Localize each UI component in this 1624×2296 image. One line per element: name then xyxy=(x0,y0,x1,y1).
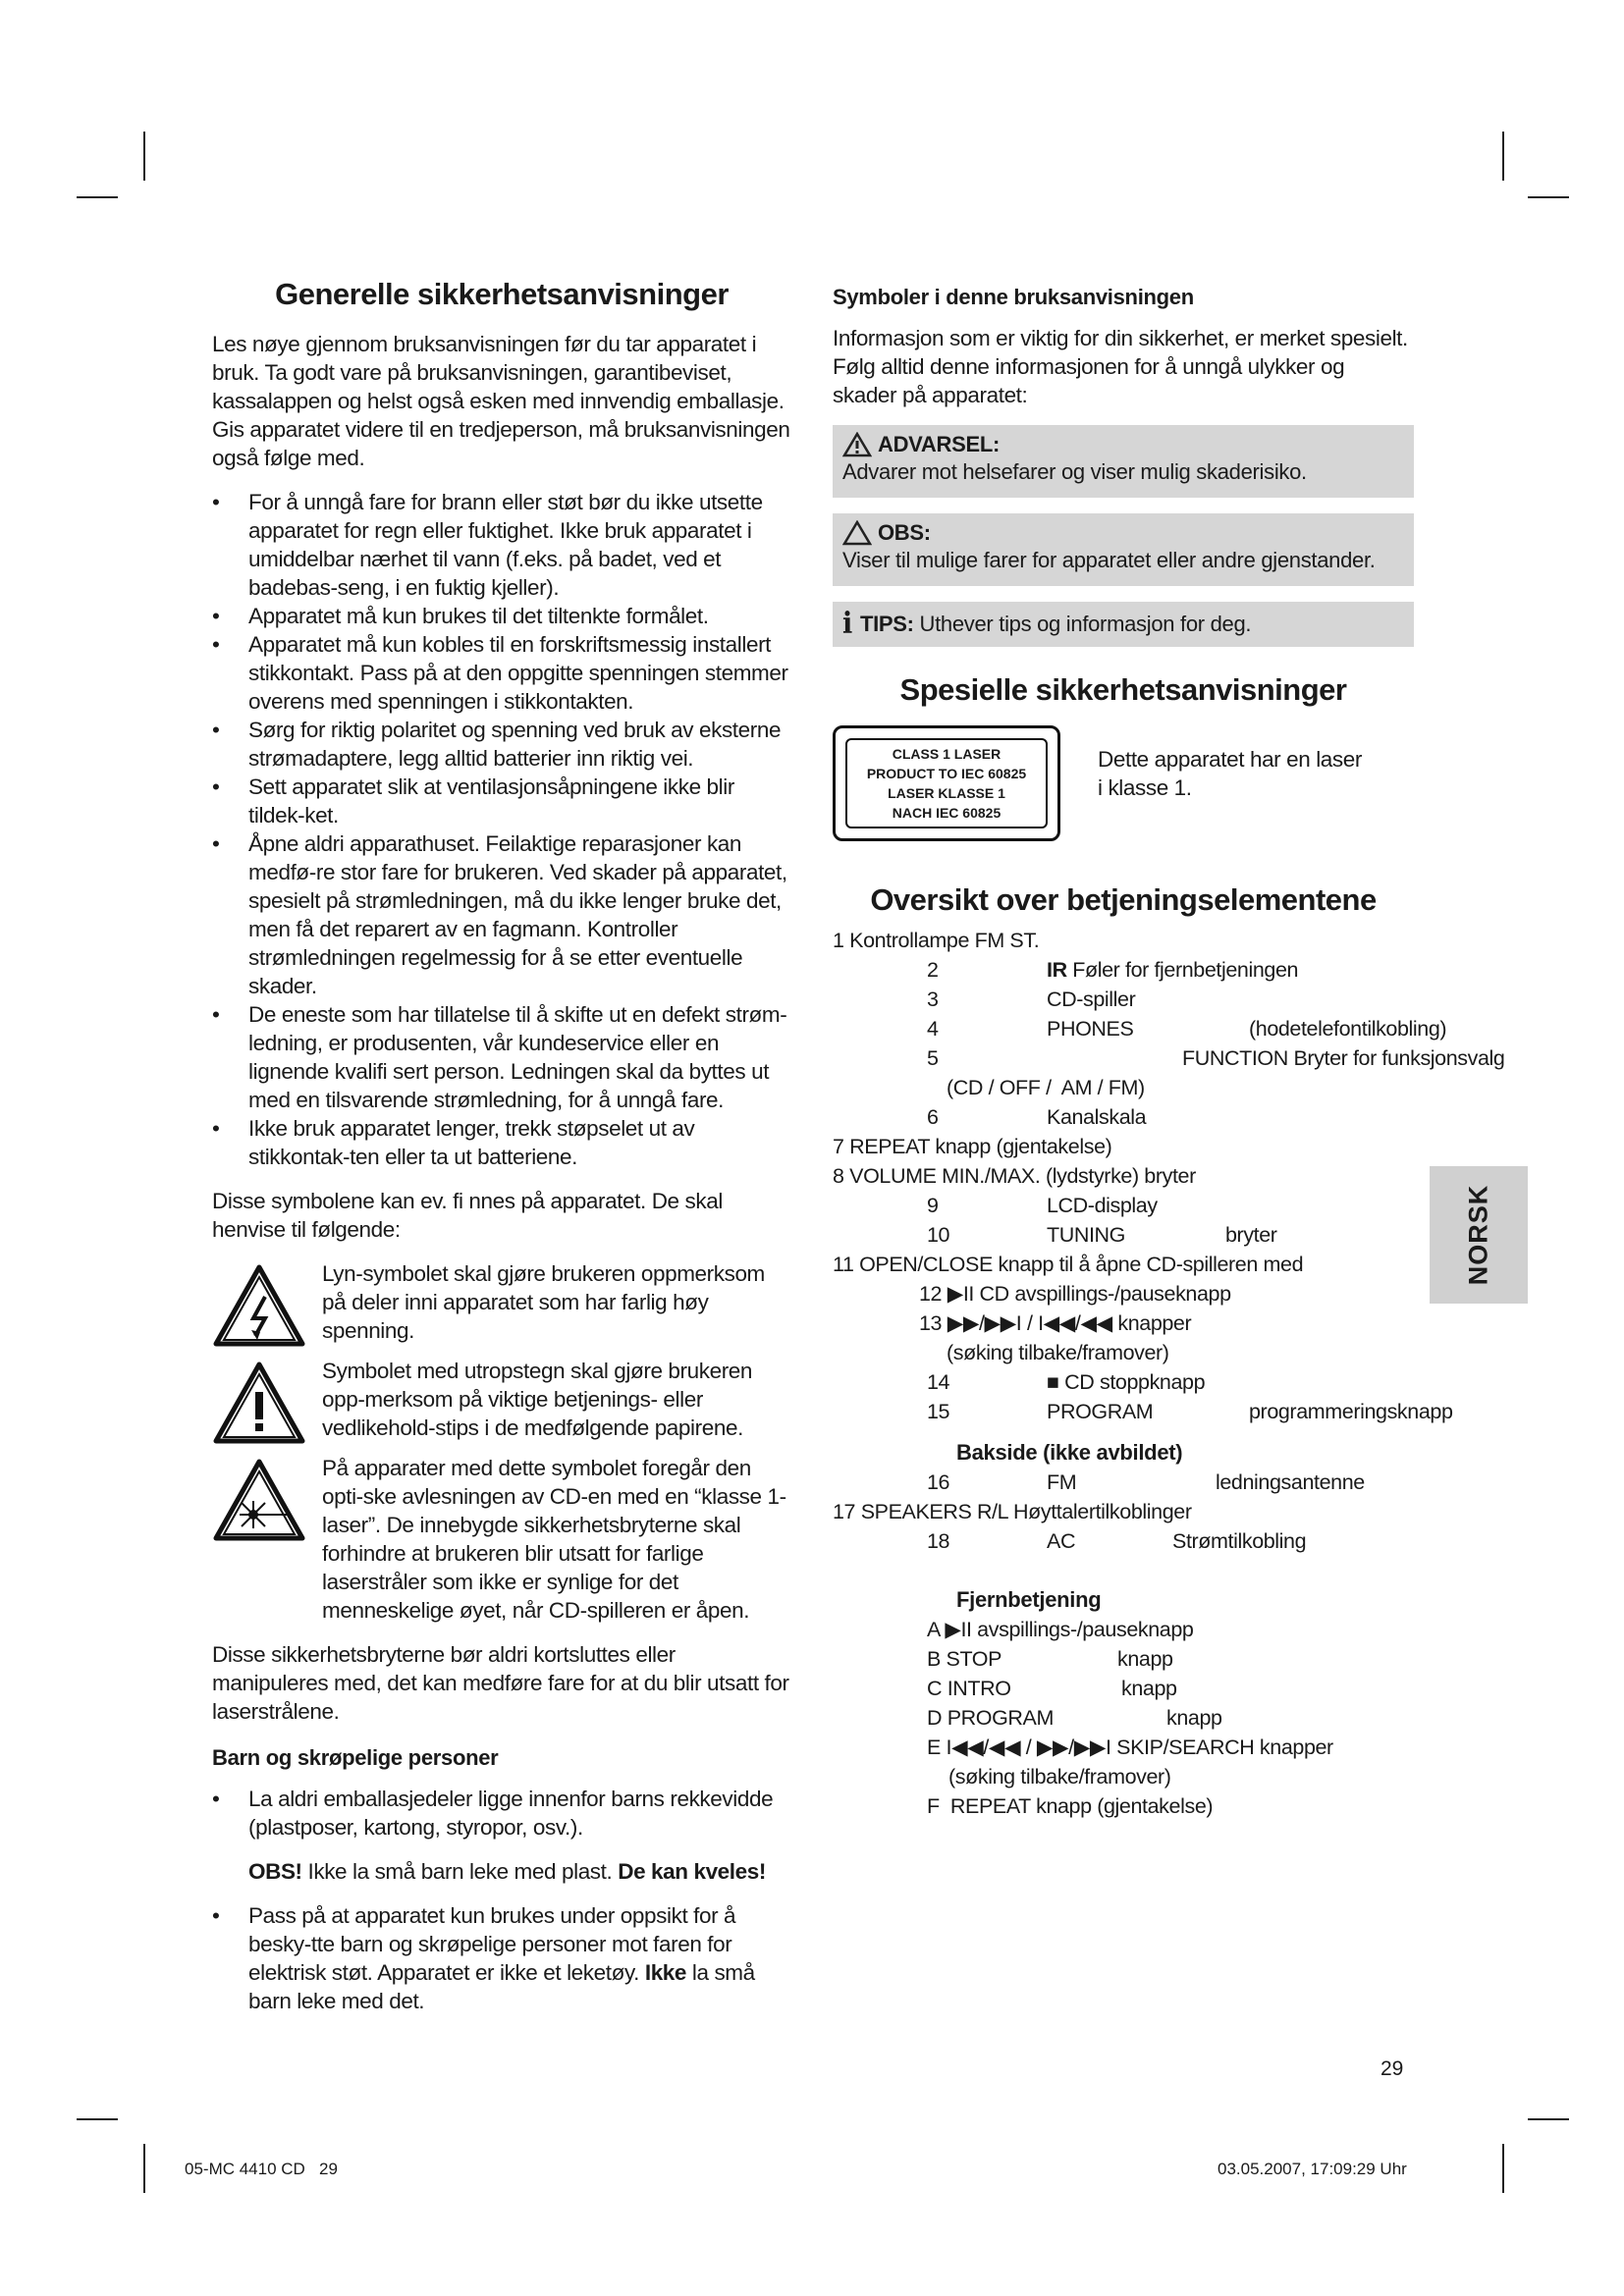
overview-extra: bryter xyxy=(1225,1223,1277,1247)
special-safety-title: Spesielle sikkerhetsanvisninger xyxy=(899,672,1347,707)
exclamation-warning-icon xyxy=(212,1361,306,1445)
crop-mark xyxy=(77,196,118,198)
symbols-intro: Disse symbolene kan ev. fi nnes på apparatet. De skal henvise til følgende: xyxy=(212,1189,723,1242)
symbols-heading: Symboler i denne bruksanvisningen xyxy=(833,285,1194,309)
obs-label: OBS: xyxy=(878,520,931,545)
overview-text: 17 SPEAKERS R/L Høyttalertilkoblinger xyxy=(833,1500,1192,1523)
laser-label-line: CLASS 1 LASER xyxy=(892,746,1001,762)
laser-warning-icon xyxy=(212,1458,306,1542)
overview-row xyxy=(833,1397,1453,1426)
symbols-intro-right: Informasjon som er viktig for din sikkerhet, er merket spesielt. Følg alltid denne informasjonen for å unngå ulykker og skader på apparatet: xyxy=(833,326,1408,407)
children-bullet-text: Pass på at apparatet kun brukes under oppsikt for å besky-tte barn og skrøpelige personer mot faren for elektrisk støt. Apparatet er ikke et leketøy. xyxy=(248,1903,736,1985)
overview-row xyxy=(833,926,1414,955)
overview-row xyxy=(833,1279,1414,1308)
crop-mark xyxy=(143,132,145,181)
laser-label-line: LASER KLASSE 1 xyxy=(888,785,1005,801)
safety-bullet: • Apparatet må kun brukes til det tiltenkte formålet. xyxy=(212,602,791,630)
page-number: 29 xyxy=(1380,2057,1404,2080)
crop-mark xyxy=(1528,2118,1569,2120)
overview-row xyxy=(833,1161,1414,1191)
safety-bullet: • For å unngå fare for brann eller støt bør du ikke utsette apparatet for regn eller fuktighet. Ikke bruk apparatet i umiddelbar nærhet til vann (f.eks. på badet, ved et badebas-seng, i en fuktig kjeller). xyxy=(212,488,791,602)
overview-text: 7 REPEAT knapp (gjentakelse) xyxy=(833,1135,1112,1158)
overview-item-label: IR xyxy=(1047,958,1067,982)
safety-bullet: • Sett apparatet slik at ventilasjonsåpningene ikke blir tildek-ket. xyxy=(212,773,791,829)
overview-item: TUNING xyxy=(1047,1223,1126,1247)
overview-row xyxy=(833,1497,1414,1526)
overview-extra: (hodetelefontilkobling) xyxy=(1249,1017,1447,1041)
exclamation-symbol-item xyxy=(212,1357,791,1442)
overview-text: 13 ▶▶/▶▶I / I◀◀/◀◀ knapper xyxy=(919,1311,1192,1335)
overview-item: PHONES xyxy=(1047,1017,1134,1041)
overview-number: 3 xyxy=(927,988,939,1011)
overview-text: (søking tilbake/framover) xyxy=(947,1341,1169,1364)
safety-bullet-list xyxy=(212,488,791,1171)
children-heading: Barn og skrøpelige personer xyxy=(212,1745,499,1770)
remote-row xyxy=(833,1644,1414,1674)
remote-row xyxy=(833,1762,1414,1791)
footer-right: 03.05.2007, 17:09:29 Uhr xyxy=(1218,2160,1407,2178)
overview-number: 2 xyxy=(927,958,939,982)
caution-icon xyxy=(842,520,872,546)
advarsel-text: Advarer mot helsefarer og viser mulig skaderisiko. xyxy=(842,459,1307,484)
laser-class-label xyxy=(833,725,1060,841)
intro-paragraph: Les nøye gjennom bruksanvisningen før du tar apparatet i bruk. Ta godt vare på bruksanvisningen, garantibeviset, kassalappen og helst også esken med innvendig emballasje. Gis apparatet videre til en tredjeperson, må bruksanvisningen også følge med. xyxy=(212,332,790,470)
overview-item: ■ CD stoppknapp xyxy=(1047,1370,1206,1394)
language-tab xyxy=(1430,1166,1528,1304)
overview-row xyxy=(833,1220,1414,1250)
children-bullet xyxy=(212,1901,791,2015)
overview-extra: programmeringsknapp xyxy=(1249,1400,1453,1423)
overview-item: CD-spiller xyxy=(1047,988,1136,1011)
children-bullet-text-end: la små barn leke med det. xyxy=(248,1960,755,2013)
overview-item: FM xyxy=(1047,1470,1077,1494)
safety-bullet: • Sørg for riktig polaritet og spenning ved bruk av eksterne strømadaptere, legg alltid batterier inn riktig vei. xyxy=(212,716,791,773)
safety-bullet: • De eneste som har tillatelse til å skifte ut en defekt strøm-ledning, er produsenten, vår kundeservice eller en lignende kvalifi sert person. Ledningen skal da byttes ut med en tilsvarende strømledning, for å unngå fare. xyxy=(212,1000,791,1114)
children-bullet-emphasis: Ikke xyxy=(644,1960,687,1985)
crop-mark xyxy=(77,2118,118,2120)
obs-note xyxy=(212,1857,791,1886)
overview-item: PROGRAM xyxy=(1047,1400,1154,1423)
remote-label: E I◀◀/◀◀ / ▶▶/▶▶I SKIP/SEARCH knapper xyxy=(927,1735,1333,1759)
overview-row xyxy=(833,1014,1447,1043)
laser-symbol-text: På apparater med dette symbolet foregår den opti-ske avlesningen av CD-en med en “klasse 1-laser”. De innebygde sikkerhetsbryterne skal forhindre at brukeren blir utsatt for farlige laserstråler som ikke er synlige for det menneskelige øyet, når CD-spilleren er åpen. xyxy=(322,1456,786,1623)
obs-text: Viser til mulige farer for apparatet eller andre gjenstander. xyxy=(842,548,1376,572)
backside-heading: Bakside (ikke avbildet) xyxy=(956,1440,1183,1465)
lightning-warning-icon xyxy=(212,1263,306,1348)
lightning-symbol-text: Lyn-symbolet skal gjøre brukeren oppmerksom på deler inni apparatet som har farlig høy spenning. xyxy=(322,1261,765,1343)
overview-row xyxy=(833,1073,1414,1102)
crop-mark xyxy=(1502,132,1504,181)
advarsel-label: ADVARSEL: xyxy=(878,432,1001,456)
overview-row xyxy=(833,1102,1414,1132)
remote-row xyxy=(833,1703,1414,1733)
overview-number: 10 xyxy=(927,1223,950,1247)
tips-text: Uthever tips og informasjon for deg. xyxy=(913,612,1252,636)
overview-row xyxy=(833,1526,1414,1556)
overview-number: 9 xyxy=(927,1194,939,1217)
remote-list xyxy=(833,1615,1414,1821)
overview-number: 5 xyxy=(927,1046,939,1070)
remote-row xyxy=(833,1791,1414,1821)
laser-class-section xyxy=(833,718,1414,845)
overview-row xyxy=(833,1250,1414,1279)
remote-suffix: knapp xyxy=(1166,1706,1222,1730)
crop-mark xyxy=(1528,196,1569,198)
laser-label-line: PRODUCT TO IEC 60825 xyxy=(866,766,1027,781)
overview-text: (CD / OFF / AM / FM) xyxy=(947,1076,1145,1099)
overview-row xyxy=(833,1338,1414,1367)
tips-label: TIPS: xyxy=(859,612,914,636)
laser-class-text: Dette apparatet har en laser i klasse 1. xyxy=(1098,747,1362,800)
crop-mark xyxy=(1502,2144,1504,2193)
overview-number: 15 xyxy=(927,1400,950,1423)
info-icon: i xyxy=(842,607,852,641)
overview-item: FUNCTION Bryter for funksjonsvalg xyxy=(1182,1046,1505,1070)
overview-number: 18 xyxy=(927,1529,950,1553)
overview-number: 6 xyxy=(927,1105,939,1129)
children-bullet: • La aldri emballasjedeler ligge innenfor barns rekkevidde (plastposer, kartong, styropor, osv.). xyxy=(212,1785,791,1842)
footer-left: 05-MC 4410 CD 29 xyxy=(185,2160,338,2178)
advarsel-box xyxy=(833,425,1414,498)
overview-row xyxy=(833,1308,1414,1338)
overview-text: 1 Kontrollampe FM ST. xyxy=(833,929,1040,952)
remote-row xyxy=(833,1674,1414,1703)
obs-note-emphasis: De kan kveles! xyxy=(618,1859,766,1884)
safety-bullet: • Ikke bruk apparatet lenger, trekk støpselet ut av stikkontak-ten eller ta ut batteriene. xyxy=(212,1114,791,1171)
general-safety-title: Generelle sikkerhetsanvisninger xyxy=(275,277,729,311)
lightning-symbol-item xyxy=(212,1259,791,1345)
overview-row xyxy=(833,1367,1414,1397)
overview-text: 8 VOLUME MIN./MAX. (lydstyrke) bryter xyxy=(833,1164,1196,1188)
left-column xyxy=(212,277,791,2015)
overview-title: Oversikt over betjeningselementene xyxy=(870,882,1377,917)
backside-list xyxy=(833,1468,1414,1556)
overview-extra: ledningsantenne xyxy=(1216,1470,1365,1494)
overview-item xyxy=(1047,955,1299,985)
overview-text: 11 OPEN/CLOSE knapp til å åpne CD-spilleren med xyxy=(833,1253,1304,1276)
exclamation-symbol-text: Symbolet med utropstegn skal gjøre brukeren opp-merksom på viktige betjenings- eller vedlikehold-stips i de medfølgende papirene. xyxy=(322,1359,753,1440)
laser-label-line: NACH IEC 60825 xyxy=(892,805,1001,821)
remote-label: F REPEAT knapp (gjentakelse) xyxy=(927,1794,1214,1818)
remote-label: D PROGRAM xyxy=(927,1706,1054,1730)
remote-suffix: knapp xyxy=(1121,1677,1177,1700)
remote-label: B STOP xyxy=(927,1647,1002,1671)
obs-box xyxy=(833,513,1414,586)
overview-item-desc: Føler for fjernbetjeningen xyxy=(1066,958,1299,982)
remote-label: (søking tilbake/framover) xyxy=(948,1765,1171,1789)
overview-item: Kanalskala xyxy=(1047,1105,1147,1129)
overview-row xyxy=(833,1132,1414,1161)
overview-row xyxy=(833,1043,1505,1073)
overview-row xyxy=(833,955,1414,985)
remote-label: A ▶II avspillings-/pauseknapp xyxy=(927,1618,1194,1641)
overview-text: 12 ▶II CD avspillings-/pauseknapp xyxy=(919,1282,1231,1306)
obs-note-label: OBS! xyxy=(248,1859,302,1884)
safety-bullet: • Apparatet må kun kobles til en forskriftsmessig installert stikkontakt. Pass på at den oppgitte spenningen stemmer overens med spenningen i stikkontakten. xyxy=(212,630,791,716)
warning-icon xyxy=(842,432,872,457)
obs-note-text: Ikke la små barn leke med plast. xyxy=(301,1859,619,1884)
crop-mark xyxy=(143,2144,145,2193)
overview-row xyxy=(833,985,1414,1014)
laser-symbol-item xyxy=(212,1454,791,1625)
overview-row xyxy=(833,1191,1414,1220)
remote-row xyxy=(833,1733,1414,1762)
safety-switch-paragraph: Disse sikkerhetsbryterne bør aldri kortsluttes eller manipuleres med, det kan medføre fare for at du blir utsatt for laserstrålene. xyxy=(212,1642,789,1724)
remote-heading: Fjernbetjening xyxy=(956,1587,1102,1612)
overview-item: LCD-display xyxy=(1047,1194,1158,1217)
overview-number: 14 xyxy=(927,1370,950,1394)
remote-row xyxy=(833,1615,1414,1644)
overview-extra: Strømtilkobling xyxy=(1172,1529,1307,1553)
tips-box xyxy=(833,602,1414,647)
safety-bullet: • Åpne aldri apparathuset. Feilaktige reparasjoner kan medfø-re stor fare for brukeren. Ved skader på apparatet, spesielt på strømledningen, må du ikke lenger bruke det, men få det reparert av en fagmann. Kontroller strømledningen regelmessig for å se etter eventuelle skader. xyxy=(212,829,791,1000)
overview-number: 16 xyxy=(927,1470,950,1494)
overview-row xyxy=(833,1468,1414,1497)
remote-suffix: knapp xyxy=(1117,1647,1173,1671)
remote-label: C INTRO xyxy=(927,1677,1011,1700)
overview-item: AC xyxy=(1047,1529,1076,1553)
overview-number: 4 xyxy=(927,1017,939,1041)
language-tab-label: NORSK xyxy=(1463,1184,1493,1286)
